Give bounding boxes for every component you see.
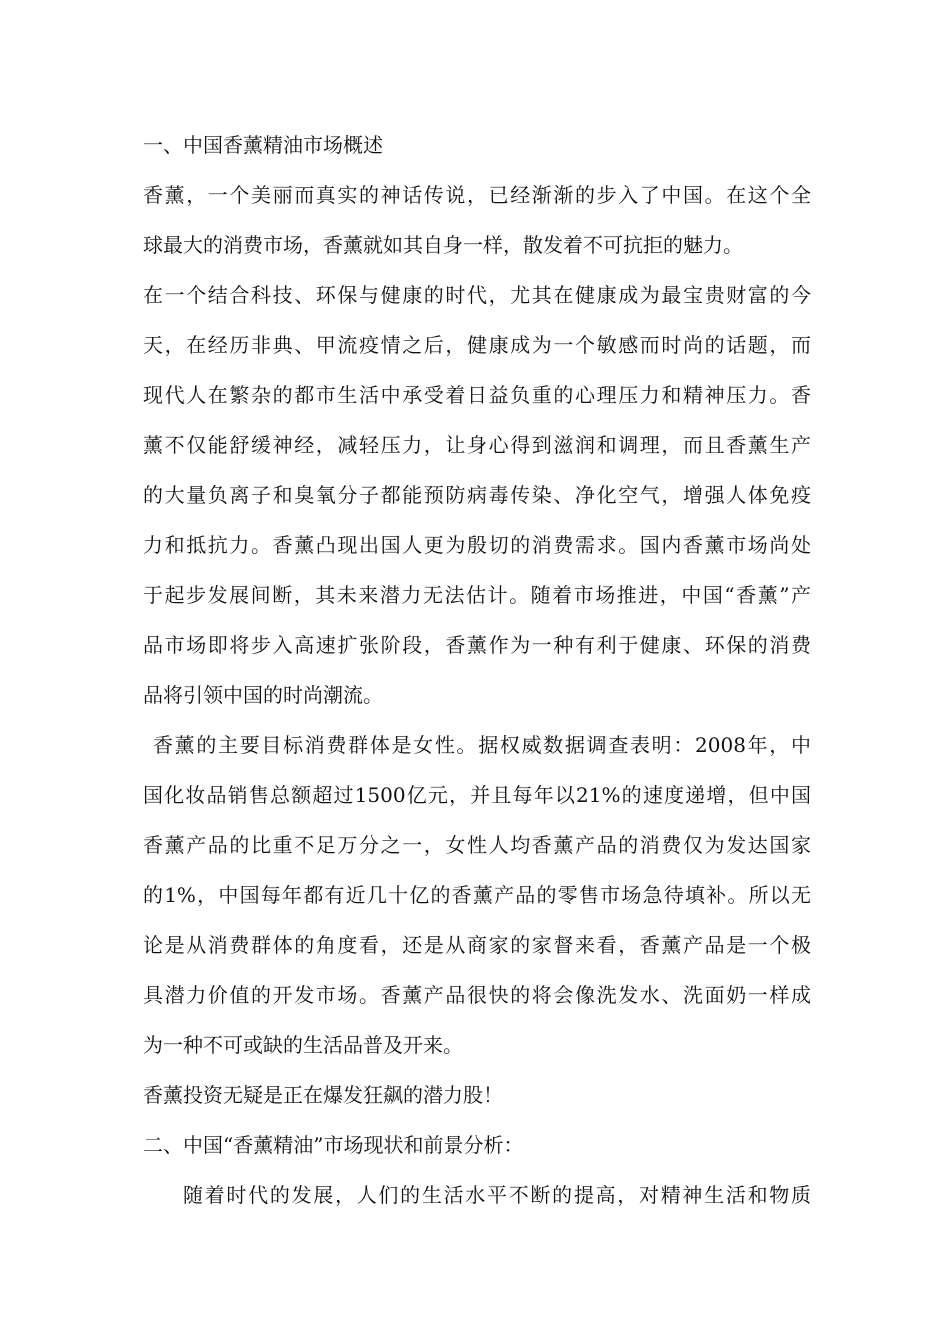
- section-heading-2: 二、中国“香薰精油”市场现状和前景分析：: [143, 1133, 524, 1157]
- text-line: 香薰，一个美丽而真实的神话传说，已经渐渐的步入了中国。在这个全: [143, 183, 811, 207]
- text-line: 于起步发展间断，其未来潜力无法估计。随着市场推进，中国“香薰”产: [143, 583, 811, 607]
- text-line: 品市场即将步入高速扩张阶段，香薰作为一种有利于健康、环保的消费: [143, 633, 811, 657]
- text-line: 在一个结合科技、环保与健康的时代，尤其在健康成为最宝贵财富的今: [143, 283, 811, 307]
- text-line: 的大量负离子和臭氧分子都能预防病毒传染、净化空气，增强人体免疫: [143, 483, 811, 507]
- section-heading-1: 一、中国香薰精油市场概述: [143, 133, 383, 157]
- document-body: [143, 120, 811, 1220]
- text-line: 香薰投资无疑是正在爆发狂飙的潜力股！: [143, 1083, 503, 1107]
- text-line: 论是从消费群体的角度看，还是从商家的家督来看，香薰产品是一个极: [143, 933, 811, 957]
- text-line: 国化妆品销售总额超过1500亿元，并且每年以21%的速度递增，但中国: [143, 783, 811, 807]
- text-line: 薰不仅能舒缓神经，减轻压力，让身心得到滋润和调理，而且香薰生产: [143, 433, 811, 457]
- text-line: 随着时代的发展，人们的生活水平不断的提高，对精神生活和物质: [183, 1183, 811, 1207]
- text-line: 为一种不可或缺的生活品普及开来。: [143, 1033, 463, 1057]
- text-line: 现代人在繁杂的都市生活中承受着日益负重的心理压力和精神压力。香: [143, 383, 811, 407]
- text-line: 球最大的消费市场，香薰就如其自身一样，散发着不可抗拒的魅力。: [143, 233, 743, 257]
- text-line: 香薰的主要目标消费群体是女性。据权威数据调查表明：2008年，中: [153, 733, 811, 757]
- text-line: 具潜力价值的开发市场。香薰产品很快的将会像洗发水、洗面奶一样成: [143, 983, 811, 1007]
- text-line: 品将引领中国的时尚潮流。: [143, 683, 383, 707]
- text-line: 力和抵抗力。香薰凸现出国人更为殷切的消费需求。国内香薰市场尚处: [143, 533, 811, 557]
- text-line: 的1%，中国每年都有近几十亿的香薰产品的零售市场急待填补。所以无: [143, 883, 811, 907]
- text-line: 香薰产品的比重不足万分之一，女性人均香薰产品的消费仅为发达国家: [143, 833, 811, 857]
- text-line: 天，在经历非典、甲流疫情之后，健康成为一个敏感而时尚的话题，而: [143, 333, 811, 357]
